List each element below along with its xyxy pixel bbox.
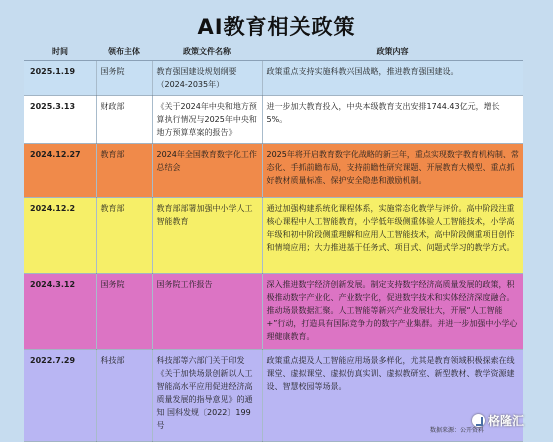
cell-policy-name: 教育强国建设规划纲要（2024-2035年）: [152, 61, 262, 96]
table-row: [24, 96, 523, 144]
cell-date: 2024.12.2: [24, 198, 96, 274]
header-issuer: 领布主体: [96, 42, 152, 61]
cell-policy-name: 国务院工作报告: [152, 274, 262, 350]
table-row: [24, 144, 523, 198]
cell-policy-content: 政策重点提及人工智能应用场景多样化，尤其是教育领域积极探索在线课堂、虚拟课堂、虚拟仿真实训、虚拟教研室、新型教材、教学资源建设、智慧校园等场景。: [262, 350, 523, 442]
cell-date: 2024.3.12: [24, 274, 96, 350]
watermark-text: 格隆汇: [488, 414, 525, 428]
cell-date: 2025.3.13: [24, 96, 96, 144]
table-row: [24, 61, 523, 96]
header-policy-name: 政策文件名称: [152, 42, 262, 61]
table-header-row: [24, 42, 523, 61]
source-note: 数据来源：公开资料: [430, 427, 485, 434]
cell-issuer: 教育部: [96, 198, 152, 274]
cell-issuer: 科技部: [96, 350, 152, 442]
policy-table: [24, 42, 523, 442]
cell-date: 2022.7.29: [24, 350, 96, 442]
cell-policy-content: 2025年将开启教育数字化战略的新三年，重点实现数字教育机构制、常态化、手抓前瞻布局，支持前瞻性研究课题、开展教育大模型、重点抓好教材质量标准、保护安全隐患和激励机制。: [262, 144, 523, 198]
watermark: [472, 412, 524, 429]
cell-issuer: 国务院: [96, 274, 152, 350]
cell-policy-name: 《关于2024年中央和地方预算执行情况与2025年中央和地方预算草案的报告》: [152, 96, 262, 144]
cell-policy-content: 通过加强构建系统化课程体系，实施常态化教学与评价。高中阶段注重核心课程中人工智能教育，小学低年级侧重体验人工智能技术，小学高年级和初中阶段侧重理解和应用人工智能技术，高中阶段侧重项目创作和情境应用；大力推进基于任务式、项目式、问题式学习的教学方式。: [262, 198, 523, 274]
table-row: [24, 274, 523, 350]
cell-policy-name: 2024年全国教育数字化工作总结会: [152, 144, 262, 198]
cell-issuer: 教育部: [96, 144, 152, 198]
header-date: 时间: [24, 42, 96, 61]
cell-policy-content: 进一步加大教育投入，中央本级教育支出安排1744.43亿元，增长5%。: [262, 96, 523, 144]
cell-policy-name: 科技部等六部门关于印发《关于加快场景创新以人工智能高水平应用促进经济高质量发展的指导意见》的通知 国科发规〔2022〕199号: [152, 350, 262, 442]
table-row: [24, 198, 523, 274]
cell-policy-content: 政策重点支持实施科教兴国战略，推进教育强国建设。: [262, 61, 523, 96]
cell-policy-content: 深入推进数字经济创新发展。制定支持数字经济高质量发展的政策，积极推动数字产业化、产业数字化，促进数字技术和实体经济深度融合。推动场景数据汇聚。人工智能等新兴产业发展壮大，开展“人工智能+”行动，打造具有国际竞争力的数字产业集群。并进一步加强中小学心理健康教育。: [262, 274, 523, 350]
header-policy-content: 政策内容: [262, 42, 523, 61]
cell-issuer: 财政部: [96, 96, 152, 144]
logo-icon: [472, 414, 485, 427]
cell-issuer: 国务院: [96, 61, 152, 96]
cell-date: 2024.12.27: [24, 144, 96, 198]
cell-date: 2025.1.19: [24, 61, 96, 96]
page-title: AI教育相关政策: [197, 15, 356, 39]
cell-policy-name: 教育部部署加强中小学人工智能教育: [152, 198, 262, 274]
